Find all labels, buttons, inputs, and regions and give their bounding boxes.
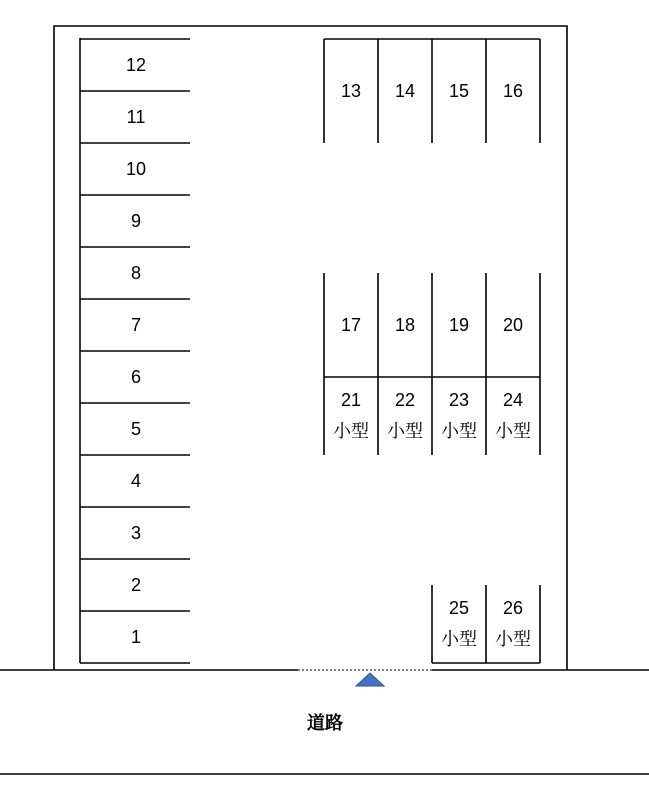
stall-label: 21	[340, 390, 362, 410]
stall-label: 9	[130, 211, 142, 231]
stall-label: 12	[125, 55, 147, 75]
stall-label: 14	[394, 81, 416, 101]
small-car-label: 小型	[441, 421, 477, 441]
stall-label: 3	[130, 523, 142, 543]
stall-label: 13	[340, 81, 362, 101]
small-car-label: 小型	[387, 421, 423, 441]
stall-label: 22	[394, 390, 416, 410]
stall-label: 18	[394, 315, 416, 335]
stall-label: 25	[448, 598, 470, 618]
stall-label: 24	[502, 390, 524, 410]
stall-label: 19	[448, 315, 470, 335]
stall-label: 15	[448, 81, 470, 101]
left-column-stalls	[80, 38, 190, 663]
stall-label: 10	[125, 159, 147, 179]
stall-label: 26	[502, 598, 524, 618]
stall-label: 8	[130, 263, 142, 283]
stall-label: 5	[130, 419, 142, 439]
small-car-label: 小型	[495, 421, 531, 441]
small-car-label: 小型	[441, 629, 477, 649]
stall-label: 17	[340, 315, 362, 335]
stall-label: 7	[130, 315, 142, 335]
road-label: 道路	[307, 713, 343, 733]
small-car-label: 小型	[495, 629, 531, 649]
stall-label: 20	[502, 315, 524, 335]
small-car-label: 小型	[333, 421, 369, 441]
stall-label: 11	[126, 107, 146, 127]
bottom-block-stalls	[432, 585, 540, 663]
stall-label: 2	[130, 575, 142, 595]
stall-label: 1	[130, 627, 142, 647]
stall-label: 23	[448, 390, 470, 410]
triangle-up-icon	[356, 673, 384, 686]
stall-label: 16	[502, 81, 524, 101]
stall-label: 6	[130, 367, 142, 387]
stall-label: 4	[130, 471, 142, 491]
